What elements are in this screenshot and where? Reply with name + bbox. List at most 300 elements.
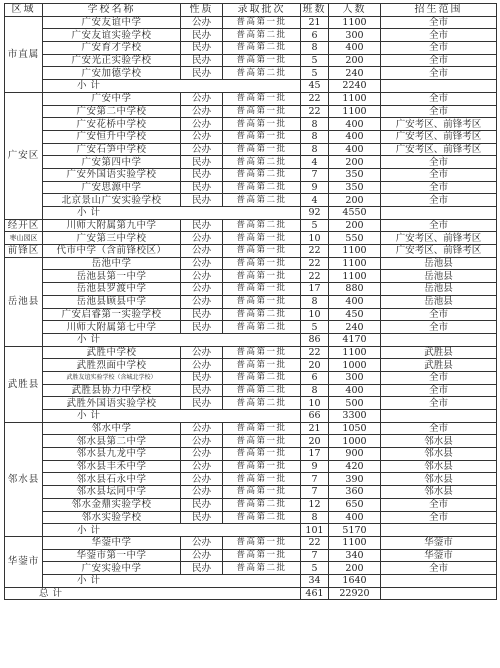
classes-cell: 21 <box>301 422 329 435</box>
nature-cell: 公办 <box>181 486 223 499</box>
students-cell: 200 <box>329 562 381 575</box>
classes-cell: 7 <box>301 549 329 562</box>
scope-cell: 邻水县 <box>381 448 497 461</box>
nature-cell: 民办 <box>181 308 223 321</box>
school-name-cell: 广安友谊实验学校 <box>43 29 181 42</box>
nature-cell: 民办 <box>181 219 223 232</box>
scope-cell: 邻水县 <box>381 460 497 473</box>
school-name-cell: 广安光正实验学校 <box>43 54 181 67</box>
table-row <box>5 371 497 384</box>
region-cell: 岳池县 <box>5 257 43 346</box>
school-name-cell: 广安育才学校 <box>43 42 181 55</box>
school-name-cell: 广安石笋中学校 <box>43 143 181 156</box>
nature-cell: 公办 <box>181 283 223 296</box>
classes-cell: 8 <box>301 295 329 308</box>
school-name-cell: 岳池中学 <box>43 257 181 270</box>
school-name-cell: 邻水县九龙中学 <box>43 448 181 461</box>
students-cell: 400 <box>329 295 381 308</box>
nature-cell: 民办 <box>181 54 223 67</box>
table-row <box>5 92 497 105</box>
students-cell: 360 <box>329 486 381 499</box>
subtotal-classes: 45 <box>301 80 329 93</box>
table-row <box>5 245 497 258</box>
scope-cell: 全市 <box>381 168 497 181</box>
school-name-cell: 邻水县第二中学 <box>43 435 181 448</box>
subtotal-label: 小计 <box>43 80 301 93</box>
batch-cell: 普高第一批 <box>223 245 301 258</box>
nature-cell: 民办 <box>181 194 223 207</box>
subtotal-classes: 66 <box>301 410 329 423</box>
batch-cell: 普高第二批 <box>223 498 301 511</box>
school-name-cell: 川师大附属第九中学 <box>43 219 181 232</box>
subtotal-scope-empty <box>381 410 497 423</box>
scope-cell: 全市 <box>381 422 497 435</box>
classes-cell: 22 <box>301 257 329 270</box>
scope-cell: 全市 <box>381 67 497 80</box>
header-enrollment-scope: 招生范围 <box>381 4 497 17</box>
school-name-cell: 邻水实验学校 <box>43 511 181 524</box>
school-name-cell: 川师大附属第七中学 <box>43 321 181 334</box>
batch-cell: 普高第二批 <box>223 308 301 321</box>
table-row <box>5 168 497 181</box>
batch-cell: 普高第一批 <box>223 92 301 105</box>
nature-cell: 公办 <box>181 143 223 156</box>
total-students: 22920 <box>329 587 381 600</box>
subtotal-label: 小计 <box>43 333 301 346</box>
table-row <box>5 29 497 42</box>
table-row <box>5 422 497 435</box>
header-nature: 性质 <box>181 4 223 17</box>
nature-cell: 公办 <box>181 549 223 562</box>
batch-cell: 普高第一批 <box>223 359 301 372</box>
table-row <box>5 194 497 207</box>
header-students: 人数 <box>329 4 381 17</box>
students-cell: 1100 <box>329 536 381 549</box>
school-name-cell: 华蓥市第一中学 <box>43 549 181 562</box>
table-row <box>5 384 497 397</box>
students-cell: 400 <box>329 42 381 55</box>
school-name-cell: 广安花桥中学校 <box>43 118 181 131</box>
batch-cell: 普高第一批 <box>223 283 301 296</box>
students-cell: 1000 <box>329 435 381 448</box>
batch-cell: 普高第一批 <box>223 549 301 562</box>
table-row <box>5 257 497 270</box>
batch-cell: 普高第一批 <box>223 486 301 499</box>
scope-cell: 全市 <box>381 384 497 397</box>
school-name-cell: 武胜烈面中学校 <box>43 359 181 372</box>
header-classes: 班数 <box>302 4 327 16</box>
school-name-cell: 广安启睿第一实验学校 <box>43 308 181 321</box>
batch-cell: 普高第一批 <box>223 118 301 131</box>
school-name-cell: 广安第三中学校 <box>43 232 181 245</box>
scope-cell: 岳池县 <box>381 257 497 270</box>
batch-cell: 普高第一批 <box>223 448 301 461</box>
students-cell: 300 <box>329 371 381 384</box>
scope-cell: 武胜县 <box>381 359 497 372</box>
subtotal-row <box>5 207 497 220</box>
scope-cell: 邻水县 <box>381 473 497 486</box>
nature-cell: 民办 <box>181 498 223 511</box>
students-cell: 200 <box>329 54 381 67</box>
scope-cell: 邻水县 <box>381 486 497 499</box>
scope-cell: 全市 <box>381 511 497 524</box>
scope-cell: 全市 <box>381 54 497 67</box>
batch-cell: 普高第二批 <box>223 562 301 575</box>
nature-cell: 公办 <box>181 422 223 435</box>
nature-cell: 民办 <box>181 321 223 334</box>
table-row <box>5 359 497 372</box>
batch-cell: 普高第一批 <box>223 54 301 67</box>
classes-cell: 6 <box>301 371 329 384</box>
total-classes: 461 <box>301 587 329 600</box>
table-row <box>5 321 497 334</box>
table-row <box>5 397 497 410</box>
classes-cell: 5 <box>301 219 329 232</box>
scope-cell: 广安考区、前锋考区 <box>381 143 497 156</box>
students-cell: 880 <box>329 283 381 296</box>
classes-cell: 8 <box>301 118 329 131</box>
subtotal-label: 小计 <box>43 207 301 220</box>
classes-cell: 22 <box>301 245 329 258</box>
scope-cell: 邻水县 <box>381 435 497 448</box>
classes-cell: 17 <box>301 283 329 296</box>
batch-cell: 普高第二批 <box>223 181 301 194</box>
subtotal-classes: 92 <box>301 207 329 220</box>
batch-cell: 普高第二批 <box>223 397 301 410</box>
nature-cell: 公办 <box>181 232 223 245</box>
students-cell: 1100 <box>329 270 381 283</box>
table-row <box>5 460 497 473</box>
nature-cell: 公办 <box>181 92 223 105</box>
nature-cell: 民办 <box>181 397 223 410</box>
scope-cell: 广安考区、前锋考区 <box>381 118 497 131</box>
classes-cell: 10 <box>301 308 329 321</box>
table-body <box>5 16 497 600</box>
header-school-name: 学校名称 <box>43 4 181 17</box>
batch-cell: 普高第一批 <box>223 105 301 118</box>
table-row <box>5 156 497 169</box>
scope-cell: 岳池县 <box>381 283 497 296</box>
classes-cell: 5 <box>301 67 329 80</box>
batch-cell: 普高第二批 <box>223 321 301 334</box>
students-cell: 1100 <box>329 105 381 118</box>
subtotal-students: 4170 <box>329 333 381 346</box>
nature-cell: 公办 <box>181 460 223 473</box>
school-name-cell: 邻水金鼎实验学校 <box>43 498 181 511</box>
classes-cell: 8 <box>301 384 329 397</box>
scope-cell: 武胜县 <box>381 346 497 359</box>
subtotal-row <box>5 80 497 93</box>
school-name-cell: 广安加德学校 <box>43 67 181 80</box>
classes-cell: 10 <box>301 397 329 410</box>
classes-cell: 7 <box>301 168 329 181</box>
batch-cell: 普高第一批 <box>223 232 301 245</box>
table-row <box>5 346 497 359</box>
students-cell: 200 <box>329 219 381 232</box>
classes-cell: 21 <box>301 16 329 29</box>
nature-cell: 公办 <box>181 270 223 283</box>
total-scope-empty <box>381 587 497 600</box>
table-row <box>5 486 497 499</box>
total-row <box>5 587 497 600</box>
nature-cell: 民办 <box>181 156 223 169</box>
region-cell: 广安区 <box>5 92 43 219</box>
subtotal-label: 小计 <box>43 574 301 587</box>
batch-cell: 普高第二批 <box>223 67 301 80</box>
school-name-cell: 广安恒升中学校 <box>43 130 181 143</box>
nature-cell: 公办 <box>181 295 223 308</box>
students-cell: 400 <box>329 130 381 143</box>
classes-cell: 22 <box>301 536 329 549</box>
school-name-cell: 广安思源中学 <box>43 181 181 194</box>
students-cell: 1100 <box>329 16 381 29</box>
subtotal-scope-empty <box>381 80 497 93</box>
table-row <box>5 562 497 575</box>
table-row <box>5 498 497 511</box>
table-row <box>5 448 497 461</box>
school-name-cell: 华蓥中学 <box>43 536 181 549</box>
students-cell: 200 <box>329 156 381 169</box>
school-name-cell: 岳池县罗渡中学 <box>43 283 181 296</box>
nature-cell: 民办 <box>181 29 223 42</box>
students-cell: 650 <box>329 498 381 511</box>
students-cell: 390 <box>329 473 381 486</box>
scope-cell: 全市 <box>381 105 497 118</box>
scope-cell: 全市 <box>381 156 497 169</box>
students-cell: 350 <box>329 168 381 181</box>
scope-cell: 岳池县 <box>381 270 497 283</box>
subtotal-label: 小计 <box>43 410 301 423</box>
school-name-cell: 武胜中学校 <box>43 346 181 359</box>
students-cell: 450 <box>329 308 381 321</box>
scope-cell: 全市 <box>381 194 497 207</box>
table-row <box>5 130 497 143</box>
table-row <box>5 42 497 55</box>
students-cell: 340 <box>329 549 381 562</box>
table-row <box>5 67 497 80</box>
header-region: 区域 <box>5 4 43 17</box>
school-name-cell: 广安外国语实验学校 <box>43 168 181 181</box>
classes-cell: 8 <box>301 511 329 524</box>
school-name-cell: 广安实验中学 <box>43 562 181 575</box>
nature-cell: 民办 <box>181 42 223 55</box>
scope-cell: 全市 <box>381 498 497 511</box>
subtotal-scope-empty <box>381 207 497 220</box>
classes-cell: 22 <box>301 270 329 283</box>
batch-cell: 普高第一批 <box>223 435 301 448</box>
classes-cell: 22 <box>301 346 329 359</box>
scope-cell: 全市 <box>381 181 497 194</box>
batch-cell: 普高第二批 <box>223 168 301 181</box>
subtotal-students: 3300 <box>329 410 381 423</box>
classes-cell: 8 <box>301 42 329 55</box>
classes-cell: 22 <box>301 92 329 105</box>
school-name-cell: 广安第二中学校 <box>43 105 181 118</box>
table-row <box>5 283 497 296</box>
students-cell: 500 <box>329 397 381 410</box>
classes-cell: 4 <box>301 194 329 207</box>
nature-cell: 公办 <box>181 118 223 131</box>
school-name-cell: 邻水县丰禾中学 <box>43 460 181 473</box>
table-row <box>5 118 497 131</box>
table-row <box>5 54 497 67</box>
scope-cell: 全市 <box>381 371 497 384</box>
batch-cell: 普高第一批 <box>223 295 301 308</box>
subtotal-students: 5170 <box>329 524 381 537</box>
students-cell: 400 <box>329 511 381 524</box>
scope-cell: 全市 <box>381 321 497 334</box>
subtotal-classes: 86 <box>301 333 329 346</box>
enrollment-table <box>4 3 497 600</box>
table-row <box>5 270 497 283</box>
batch-cell: 普高第二批 <box>223 194 301 207</box>
school-name-cell: 北京景山广安实验学校 <box>43 194 181 207</box>
total-label: 总计 <box>5 587 301 600</box>
scope-cell: 全市 <box>381 308 497 321</box>
batch-cell: 普高第一批 <box>223 536 301 549</box>
school-name-cell: 武胜外国语实验学校 <box>43 397 181 410</box>
table-row <box>5 181 497 194</box>
students-cell: 400 <box>329 384 381 397</box>
classes-cell: 9 <box>301 460 329 473</box>
batch-cell: 普高第二批 <box>223 156 301 169</box>
nature-cell: 民办 <box>181 168 223 181</box>
batch-cell: 普高第二批 <box>223 42 301 55</box>
scope-cell: 全市 <box>381 42 497 55</box>
subtotal-students: 2240 <box>329 80 381 93</box>
subtotal-classes: 34 <box>301 574 329 587</box>
batch-cell: 普高第一批 <box>223 460 301 473</box>
batch-cell: 普高第一批 <box>223 346 301 359</box>
table-row <box>5 536 497 549</box>
batch-cell: 普高第二批 <box>223 384 301 397</box>
subtotal-row <box>5 524 497 537</box>
classes-cell: 4 <box>301 156 329 169</box>
school-name-cell: 邻水县石永中学 <box>43 473 181 486</box>
table-row <box>5 143 497 156</box>
subtotal-row <box>5 410 497 423</box>
nature-cell: 公办 <box>181 105 223 118</box>
region-cell: 市直属 <box>5 16 43 92</box>
scope-cell: 华蓥市 <box>381 549 497 562</box>
table-row <box>5 16 497 29</box>
scope-cell: 全市 <box>381 29 497 42</box>
table-row <box>5 473 497 486</box>
classes-cell: 22 <box>301 105 329 118</box>
subtotal-scope-empty <box>381 524 497 537</box>
nature-cell: 公办 <box>181 448 223 461</box>
scope-cell: 广安考区、前锋考区 <box>381 245 497 258</box>
scope-cell: 全市 <box>381 16 497 29</box>
classes-cell: 17 <box>301 448 329 461</box>
students-cell: 420 <box>329 460 381 473</box>
school-name-cell: 广安第四中学 <box>43 156 181 169</box>
batch-cell: 普高第一批 <box>223 130 301 143</box>
region-cell: 华蓥市 <box>5 536 43 587</box>
nature-cell: 公办 <box>181 359 223 372</box>
batch-cell: 普高第一批 <box>223 143 301 156</box>
batch-cell: 普高第一批 <box>223 473 301 486</box>
table-row <box>5 105 497 118</box>
table-row <box>5 232 497 245</box>
batch-cell: 普高第一批 <box>223 257 301 270</box>
header-admission-batch: 录取批次 <box>223 4 301 17</box>
table-row <box>5 511 497 524</box>
region-cell: 前锋区 <box>5 245 43 258</box>
subtotal-row <box>5 574 497 587</box>
school-name-cell: 代市中学（含前锋校区） <box>43 245 181 258</box>
classes-cell: 12 <box>301 498 329 511</box>
nature-cell: 民办 <box>181 67 223 80</box>
students-cell: 350 <box>329 181 381 194</box>
table-row <box>5 435 497 448</box>
classes-cell: 7 <box>301 486 329 499</box>
students-cell: 550 <box>329 232 381 245</box>
classes-cell: 5 <box>301 54 329 67</box>
scope-cell: 广安考区、前锋考区 <box>381 232 497 245</box>
students-cell: 300 <box>329 29 381 42</box>
subtotal-scope-empty <box>381 574 497 587</box>
subtotal-students: 1640 <box>329 574 381 587</box>
classes-cell: 6 <box>301 29 329 42</box>
scope-cell: 全市 <box>381 562 497 575</box>
school-name-cell: 岳池县顾县中学 <box>43 295 181 308</box>
nature-cell: 公办 <box>181 257 223 270</box>
students-cell: 1100 <box>329 346 381 359</box>
region-cell: 邻水县 <box>5 422 43 536</box>
students-cell: 900 <box>329 448 381 461</box>
nature-cell: 公办 <box>181 16 223 29</box>
batch-cell: 普高第二批 <box>223 29 301 42</box>
school-name-cell: 邻水县坛同中学 <box>43 486 181 499</box>
students-cell: 200 <box>329 194 381 207</box>
school-name-cell: 武胜友谊实验学校（含城北学校） <box>43 371 181 384</box>
batch-cell: 普高第二批 <box>223 219 301 232</box>
students-cell: 1050 <box>329 422 381 435</box>
students-cell: 240 <box>329 67 381 80</box>
subtotal-label: 小计 <box>43 524 301 537</box>
nature-cell: 民办 <box>181 384 223 397</box>
classes-cell: 5 <box>301 321 329 334</box>
batch-cell: 普高第一批 <box>223 270 301 283</box>
table-row <box>5 219 497 232</box>
scope-cell: 岳池县 <box>381 295 497 308</box>
region-cell: 经开区 <box>5 219 43 232</box>
students-cell: 1000 <box>329 359 381 372</box>
nature-cell: 民办 <box>181 562 223 575</box>
nature-cell: 公办 <box>181 435 223 448</box>
students-cell: 240 <box>329 321 381 334</box>
classes-cell: 7 <box>301 473 329 486</box>
scope-cell: 全市 <box>381 92 497 105</box>
table-row <box>5 549 497 562</box>
subtotal-classes: 101 <box>301 524 329 537</box>
school-name-cell: 武胜县协力中学校 <box>43 384 181 397</box>
scope-cell: 全市 <box>381 219 497 232</box>
nature-cell: 公办 <box>181 536 223 549</box>
batch-cell: 普高第一批 <box>223 16 301 29</box>
nature-cell: 公办 <box>181 245 223 258</box>
header-row <box>5 4 497 17</box>
scope-cell: 广安考区、前锋考区 <box>381 130 497 143</box>
nature-cell: 公办 <box>181 473 223 486</box>
table-row <box>5 295 497 308</box>
classes-cell: 8 <box>301 143 329 156</box>
region-cell: 枣山园区 <box>5 232 43 245</box>
classes-cell: 10 <box>301 232 329 245</box>
nature-cell: 公办 <box>181 130 223 143</box>
scope-cell: 华蓥市 <box>381 536 497 549</box>
